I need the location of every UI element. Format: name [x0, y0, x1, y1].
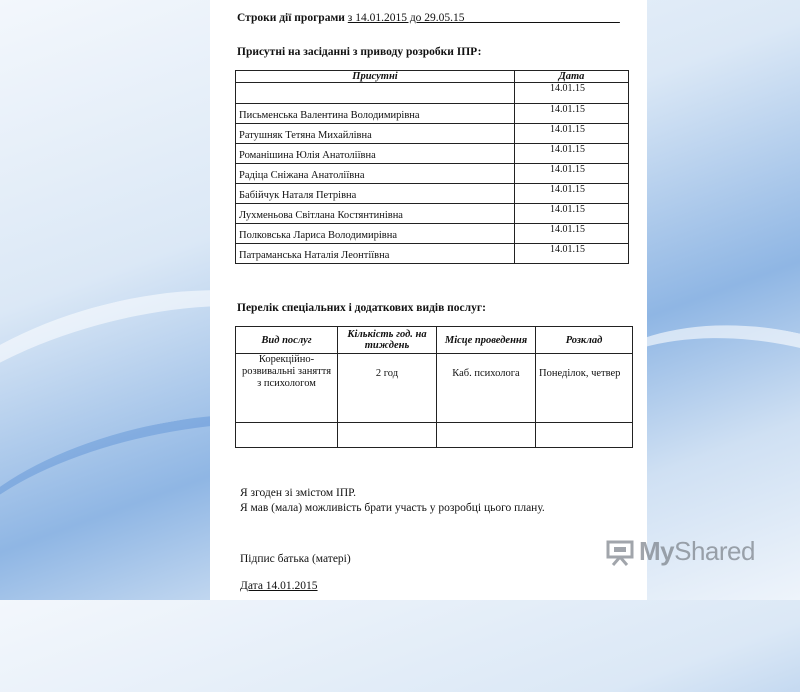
table-row-empty	[236, 423, 633, 448]
attendee-name-cell: Лухменьова Світлана Костянтинівна	[236, 204, 515, 224]
table-row	[236, 124, 629, 144]
table-row	[236, 244, 629, 264]
table-row	[236, 184, 629, 204]
attendance-date-cell: 14.01.15	[515, 144, 629, 164]
program-term-label: Строки дії програми	[237, 12, 345, 24]
service-col-header: Вид послуг	[236, 327, 338, 354]
present-col-header: Присутні	[236, 71, 515, 83]
place-col-header: Місце проведення	[437, 327, 536, 354]
present-heading: Присутні на засіданні з приводу розробки ІПР:	[237, 46, 482, 58]
hours-col-header: Кількість год. на тиждень	[338, 327, 437, 354]
table-row	[236, 164, 629, 184]
table-row	[236, 204, 629, 224]
table-row	[236, 224, 629, 244]
document-page	[210, 0, 647, 600]
attendee-name-cell: Письменська Валентина Володимирівна	[236, 104, 515, 124]
date-col-header: Дата	[515, 71, 629, 83]
services-table	[235, 326, 633, 448]
watermark-text: MyShared	[639, 536, 755, 566]
service-cell: Корекційно-розвивальні заняття з психологом	[236, 354, 338, 423]
attendee-name-cell: Патраманська Наталія Леонтіївна	[236, 244, 515, 264]
attendee-name-cell: Романішина Юлія Анатоліївна	[236, 144, 515, 164]
attendee-name-cell: Бабійчук Наталя Петрівна	[236, 184, 515, 204]
program-term-value: з 14.01.2015 до 29.05.15___________________________	[347, 12, 620, 24]
schedule-col-header: Розклад	[536, 327, 633, 354]
attendee-name-cell: Ратушняк Тетяна Михайлівна	[236, 124, 515, 144]
table-row	[236, 144, 629, 164]
agree-line-2: Я мав (мала) можливість брати участь у розробці цього плану.	[240, 502, 545, 514]
attendance-date-cell: 14.01.15	[515, 184, 629, 204]
attendance-date-cell: 14.01.15	[515, 83, 629, 104]
services-heading: Перелік спеціальних і додаткових видів послуг:	[237, 302, 486, 314]
attendance-date-cell: 14.01.15	[515, 204, 629, 224]
signature-label: Підпис батька (матері)	[240, 553, 351, 565]
watermark-logo	[605, 536, 755, 567]
presentation-board-icon	[605, 538, 635, 566]
date-line: Дата 14.01.2015	[240, 580, 318, 592]
schedule-cell: Понеділок, четвер	[536, 354, 633, 423]
table-row	[236, 354, 633, 423]
attendee-name-cell: Радіца Сніжана Анатоліївна	[236, 164, 515, 184]
present-table	[235, 70, 629, 264]
hours-cell: 2 год	[338, 354, 437, 423]
agree-line-1: Я згоден зі змістом ІПР.	[240, 487, 357, 499]
table-row	[236, 83, 629, 104]
attendance-date-cell: 14.01.15	[515, 164, 629, 184]
attendee-name-cell: Полковська Лариса Володимирівна	[236, 224, 515, 244]
attendance-date-cell: 14.01.15	[515, 244, 629, 264]
place-cell: Каб. психолога	[437, 354, 536, 423]
attendance-date-cell: 14.01.15	[515, 104, 629, 124]
attendee-name-cell	[236, 83, 515, 104]
attendance-date-cell: 14.01.15	[515, 224, 629, 244]
attendance-date-cell: 14.01.15	[515, 124, 629, 144]
program-term-line	[237, 12, 620, 24]
table-row	[236, 104, 629, 124]
